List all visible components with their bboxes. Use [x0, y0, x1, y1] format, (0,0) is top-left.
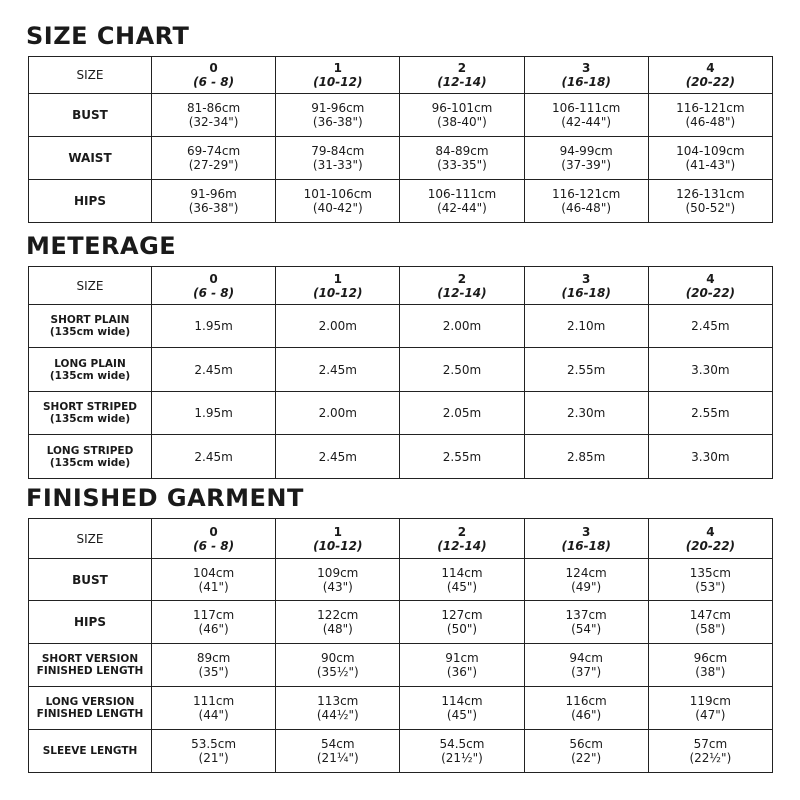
- table-cell: 2.55m: [648, 392, 772, 435]
- cell-metric: 101-106cm: [303, 187, 372, 201]
- size-range: (20-22): [685, 285, 736, 300]
- size-number: 3: [581, 524, 591, 539]
- cell-metric: 117cm: [192, 608, 235, 622]
- row-label-main: LONG VERSION: [45, 696, 135, 708]
- table-row: [29, 435, 773, 479]
- size-number: 0: [209, 524, 218, 539]
- row-label-long-striped: [29, 435, 152, 479]
- row-label-waist: WAIST: [29, 137, 152, 180]
- cell-imperial: (47"): [695, 708, 726, 722]
- table-cell: [400, 687, 524, 730]
- table-row: [29, 687, 773, 730]
- cell-metric: 84-89cm: [435, 144, 489, 158]
- table-cell: [152, 730, 276, 773]
- cell-metric: 96cm: [693, 651, 728, 665]
- cell-imperial: (45"): [446, 579, 478, 594]
- table-cell: 2.10m: [524, 305, 648, 348]
- cell-metric: 81-86cm: [187, 101, 241, 115]
- size-range: (6 - 8): [193, 285, 235, 300]
- size-number: 4: [706, 61, 715, 75]
- cell-imperial: (35½"): [316, 665, 359, 679]
- cell-imperial: (27-29"): [188, 158, 239, 172]
- cell-metric: 114cm: [441, 565, 483, 580]
- cell-imperial: (22½"): [689, 751, 732, 765]
- table-cell: [524, 137, 648, 180]
- cell-metric: 106-111cm: [551, 101, 621, 115]
- table-cell: [152, 687, 276, 730]
- size-number: 0: [209, 61, 218, 75]
- cell-imperial: (33-35"): [437, 158, 487, 172]
- row-label-sub: FINISHED LENGTH: [36, 708, 144, 720]
- cell-imperial: (45"): [446, 708, 478, 722]
- table-cell: [648, 94, 772, 137]
- cell-metric: 79-84cm: [311, 144, 365, 158]
- table-cell: [276, 730, 400, 773]
- table-row: [29, 267, 773, 305]
- row-label-sub: (135cm wide): [49, 413, 131, 425]
- size-range: (16-18): [561, 75, 611, 89]
- table-cell: [152, 644, 276, 687]
- table-cell: [276, 644, 400, 687]
- size-col-0: [152, 519, 276, 559]
- cell-imperial: (40-42"): [312, 201, 363, 215]
- table-cell: [400, 601, 524, 644]
- table-cell: [648, 687, 772, 730]
- cell-metric: 91-96cm: [311, 101, 365, 115]
- cell-imperial: (22"): [571, 751, 602, 765]
- table-cell: 2.50m: [400, 348, 524, 392]
- table-row: [29, 559, 773, 601]
- size-number: 4: [706, 271, 715, 286]
- cell-imperial: (41"): [198, 579, 229, 594]
- cell-imperial: (48"): [322, 622, 353, 636]
- table-cell: [524, 601, 648, 644]
- row-label-main: SHORT VERSION: [41, 653, 139, 665]
- cell-metric: 90cm: [321, 651, 355, 665]
- cell-imperial: (50-52"): [685, 201, 736, 215]
- table-cell: [152, 94, 276, 137]
- cell-imperial: (35"): [198, 665, 229, 679]
- size-range: (10-12): [313, 75, 363, 89]
- size-range: (6 - 8): [193, 538, 235, 553]
- table-row: [29, 348, 773, 392]
- table-cell: 2.00m: [276, 392, 400, 435]
- size-number: 1: [333, 524, 342, 539]
- size-chart-title: SIZE CHART: [26, 22, 190, 50]
- cell-metric: 116cm: [565, 694, 607, 708]
- cell-imperial: (50"): [446, 622, 478, 636]
- table-cell: [648, 601, 772, 644]
- table-cell: [648, 644, 772, 687]
- row-label-sub: (135cm wide): [49, 326, 131, 338]
- cell-imperial: (21¼"): [316, 751, 359, 765]
- table-cell: [648, 559, 772, 601]
- finished-garment-title: FINISHED GARMENT: [26, 484, 304, 512]
- size-number: 1: [333, 271, 342, 286]
- table-row: [29, 94, 773, 137]
- cell-imperial: (21"): [198, 751, 229, 765]
- table-cell: [152, 559, 276, 601]
- cell-metric: 137cm: [565, 608, 607, 622]
- cell-metric: 116-121cm: [551, 187, 621, 201]
- table-cell: 2.45m: [152, 435, 276, 479]
- table-cell: [152, 180, 276, 223]
- size-chart-table: [28, 56, 773, 223]
- cell-imperial: (46"): [198, 622, 229, 636]
- cell-metric: 56cm: [569, 737, 603, 751]
- cell-metric: 89cm: [196, 651, 231, 665]
- cell-imperial: (36-38"): [312, 115, 363, 129]
- row-label-short-version-length: [29, 644, 152, 687]
- size-col-4: [648, 57, 772, 94]
- size-range: (6 - 8): [193, 75, 235, 89]
- cell-imperial: (46-48"): [685, 115, 736, 129]
- cell-metric: 54cm: [321, 737, 355, 751]
- cell-metric: 91cm: [445, 651, 479, 665]
- size-number: 2: [457, 61, 467, 75]
- row-label-sleeve-length: SLEEVE LENGTH: [29, 730, 152, 773]
- size-col-3: [524, 519, 648, 559]
- row-label-hips: HIPS: [29, 601, 152, 644]
- table-cell: 2.55m: [400, 435, 524, 479]
- size-col-1: [276, 519, 400, 559]
- cell-imperial: (32-34"): [188, 115, 239, 129]
- table-cell: [152, 137, 276, 180]
- cell-metric: 54.5cm: [439, 737, 485, 751]
- size-col-3: [524, 267, 648, 305]
- size-range: (10-12): [313, 538, 363, 553]
- size-range: (20-22): [685, 538, 736, 553]
- cell-imperial: (31-33"): [312, 158, 363, 172]
- row-label-sub: (135cm wide): [49, 369, 131, 382]
- table-cell: 2.45m: [152, 348, 276, 392]
- table-cell: 2.45m: [276, 435, 400, 479]
- table-cell: 1.95m: [152, 392, 276, 435]
- table-cell: 2.00m: [276, 305, 400, 348]
- size-range: (12-14): [437, 285, 487, 300]
- table-cell: [524, 644, 648, 687]
- cell-imperial: (44"): [198, 708, 229, 722]
- cell-imperial: (49"): [571, 579, 602, 594]
- table-cell: [648, 730, 772, 773]
- cell-metric: 113cm: [317, 694, 359, 708]
- table-row: [29, 137, 773, 180]
- table-cell: 3.30m: [648, 435, 772, 479]
- table-row: [29, 305, 773, 348]
- cell-imperial: (54"): [571, 622, 602, 636]
- cell-imperial: (42-44"): [561, 115, 612, 129]
- table-row: [29, 392, 773, 435]
- size-header-label: SIZE: [29, 267, 152, 305]
- table-cell: 2.05m: [400, 392, 524, 435]
- table-cell: [524, 94, 648, 137]
- cell-metric: 94-99cm: [559, 144, 613, 158]
- cell-metric: 135cm: [689, 565, 731, 580]
- table-cell: [276, 687, 400, 730]
- cell-metric: 96-101cm: [431, 101, 493, 115]
- cell-imperial: (46-48"): [561, 201, 612, 215]
- table-cell: 2.00m: [400, 305, 524, 348]
- cell-metric: 111cm: [192, 694, 235, 708]
- cell-metric: 122cm: [317, 608, 359, 622]
- table-cell: [276, 559, 400, 601]
- table-row: [29, 180, 773, 223]
- row-label-short-plain: [29, 305, 152, 348]
- size-col-2: [400, 267, 524, 305]
- table-cell: [648, 137, 772, 180]
- row-label-main: LONG PLAIN: [54, 357, 126, 370]
- row-label-long-plain: [29, 348, 152, 392]
- table-cell: [400, 94, 524, 137]
- size-col-0: [152, 267, 276, 305]
- table-cell: [400, 137, 524, 180]
- table-cell: 2.55m: [524, 348, 648, 392]
- table-cell: [400, 730, 524, 773]
- cell-metric: 126-131cm: [676, 187, 745, 201]
- table-cell: 1.95m: [152, 305, 276, 348]
- table-cell: [400, 180, 524, 223]
- cell-imperial: (53"): [695, 579, 726, 594]
- size-col-4: [648, 519, 772, 559]
- size-col-1: [276, 57, 400, 94]
- table-row: [29, 644, 773, 687]
- row-label-main: SHORT STRIPED: [42, 401, 137, 413]
- table-row: [29, 601, 773, 644]
- table-row: [29, 57, 773, 94]
- finished-garment-table: [28, 518, 773, 773]
- cell-imperial: (38-40"): [437, 115, 487, 129]
- cell-metric: 69-74cm: [187, 144, 241, 158]
- row-label-sub: (135cm wide): [49, 456, 131, 469]
- table-cell: 2.85m: [524, 435, 648, 479]
- table-row: [29, 730, 773, 773]
- table-cell: [524, 559, 648, 601]
- cell-imperial: (37"): [571, 665, 602, 679]
- size-range: (12-14): [437, 75, 487, 89]
- cell-imperial: (46"): [571, 708, 602, 722]
- size-col-2: [400, 57, 524, 94]
- size-number: 4: [706, 524, 715, 539]
- cell-metric: 114cm: [441, 694, 483, 708]
- table-row: [29, 519, 773, 559]
- row-label-sub: FINISHED LENGTH: [36, 665, 144, 677]
- size-range: (16-18): [561, 538, 611, 553]
- cell-metric: 109cm: [317, 565, 359, 580]
- cell-imperial: (36"): [446, 665, 478, 679]
- table-cell: [648, 180, 772, 223]
- size-number: 2: [457, 524, 467, 539]
- table-cell: [524, 687, 648, 730]
- size-range: (20-22): [685, 75, 736, 89]
- cell-imperial: (38"): [695, 665, 726, 679]
- table-cell: [152, 601, 276, 644]
- cell-imperial: (37-39"): [561, 158, 612, 172]
- cell-imperial: (44½"): [316, 708, 359, 722]
- table-cell: 3.30m: [648, 348, 772, 392]
- cell-metric: 106-111cm: [427, 187, 497, 201]
- cell-imperial: (58"): [695, 622, 726, 636]
- size-number: 0: [209, 271, 218, 286]
- cell-imperial: (21½"): [441, 751, 483, 765]
- cell-imperial: (42-44"): [437, 201, 487, 215]
- table-cell: 2.45m: [276, 348, 400, 392]
- size-col-3: [524, 57, 648, 94]
- cell-imperial: (41-43"): [685, 158, 736, 172]
- row-label-main: SHORT PLAIN: [50, 314, 130, 326]
- cell-metric: 104-109cm: [676, 144, 745, 158]
- meterage-table: [28, 266, 773, 479]
- size-range: (10-12): [313, 285, 363, 300]
- row-label-short-striped: [29, 392, 152, 435]
- row-label-main: LONG STRIPED: [46, 444, 134, 457]
- meterage-title: METERAGE: [26, 232, 177, 260]
- row-label-hips: HIPS: [29, 180, 152, 223]
- cell-metric: 116-121cm: [676, 101, 745, 115]
- table-cell: [276, 601, 400, 644]
- size-range: (12-14): [437, 538, 487, 553]
- size-col-0: [152, 57, 276, 94]
- cell-imperial: (36-38"): [188, 201, 239, 215]
- table-cell: [276, 137, 400, 180]
- cell-metric: 91-96m: [190, 187, 237, 201]
- cell-metric: 124cm: [565, 565, 607, 580]
- cell-imperial: (43"): [322, 579, 353, 594]
- size-col-2: [400, 519, 524, 559]
- table-cell: [524, 180, 648, 223]
- row-label-bust: BUST: [29, 94, 152, 137]
- cell-metric: 57cm: [693, 737, 728, 751]
- row-label-bust: BUST: [29, 559, 152, 601]
- cell-metric: 53.5cm: [191, 737, 237, 751]
- size-header-label: SIZE: [29, 57, 152, 94]
- size-range: (16-18): [561, 285, 611, 300]
- cell-metric: 104cm: [192, 565, 235, 580]
- size-number: 3: [581, 61, 591, 75]
- cell-metric: 147cm: [689, 608, 731, 622]
- table-cell: 2.30m: [524, 392, 648, 435]
- cell-metric: 127cm: [441, 608, 483, 622]
- size-col-4: [648, 267, 772, 305]
- size-number: 1: [333, 61, 342, 75]
- table-cell: [276, 180, 400, 223]
- cell-metric: 119cm: [689, 694, 731, 708]
- row-label-long-version-length: [29, 687, 152, 730]
- size-number: 3: [581, 271, 591, 286]
- table-cell: [400, 559, 524, 601]
- table-cell: 2.45m: [648, 305, 772, 348]
- size-col-1: [276, 267, 400, 305]
- table-cell: [524, 730, 648, 773]
- table-cell: [400, 644, 524, 687]
- table-cell: [276, 94, 400, 137]
- size-header-label: SIZE: [29, 519, 152, 559]
- cell-metric: 94cm: [569, 651, 603, 665]
- size-number: 2: [457, 271, 467, 286]
